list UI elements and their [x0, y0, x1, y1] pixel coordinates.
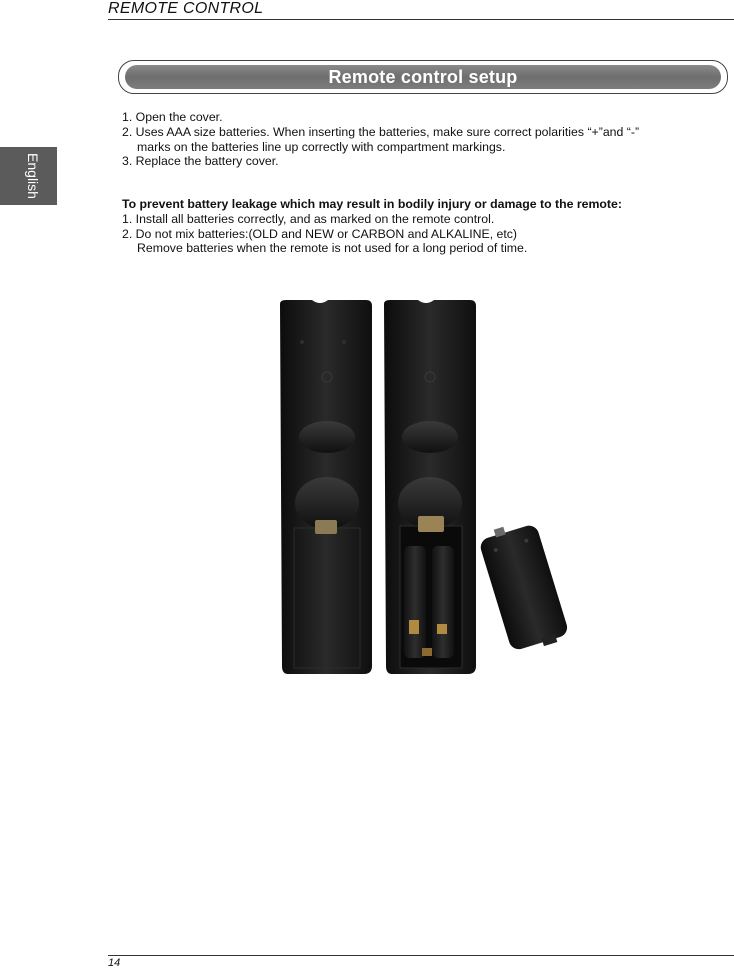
step-item: 1. Open the cover. — [122, 110, 223, 124]
section-banner-title: Remote control setup — [328, 66, 518, 87]
warning-item: 2. Do not mix batteries:(OLD and NEW or CARBON and ALKALINE, etc) — [122, 226, 518, 241]
step-item: 2. Uses AAA size batteries. When inserting the batteries, make sure correct polarities “+”and “-” — [122, 124, 640, 139]
page-number: 14 — [108, 957, 121, 969]
remote-opened — [384, 300, 476, 674]
section-header-title: REMOTE CONTROL — [108, 0, 264, 17]
remote-closed — [280, 300, 372, 674]
battery-cover — [477, 517, 571, 655]
section-banner-bar — [125, 65, 721, 89]
step-item-continued: marks on the batteries line up correctly with compartment markings. — [137, 139, 506, 154]
warning-item-continued: Remove batteries when the remote is not used for a long period of time. — [137, 241, 528, 256]
language-tab-label: English — [25, 153, 41, 199]
warning-title: To prevent battery leakage which may result in bodily injury or damage to the remote: — [122, 197, 622, 211]
step-item: 3. Replace the battery cover. — [122, 154, 279, 169]
remote-battery-photo — [272, 298, 592, 676]
battery-warning — [122, 197, 702, 256]
setup-steps — [122, 110, 702, 169]
footer-divider — [108, 955, 734, 956]
section-banner — [118, 60, 728, 94]
language-tab — [0, 147, 57, 205]
warning-item: 1. Install all batteries correctly, and as marked on the remote control. — [122, 211, 495, 226]
header-divider — [108, 19, 734, 20]
